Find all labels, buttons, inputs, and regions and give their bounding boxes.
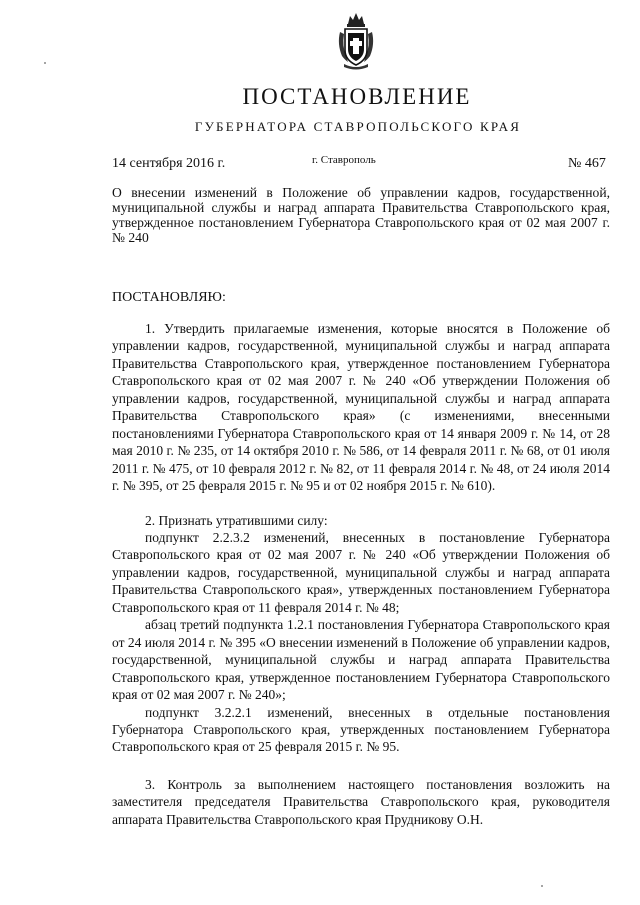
coat-of-arms-icon: [336, 10, 376, 72]
issuer-subtitle: ГУБЕРНАТОРА СТАВРОПОЛЬСКОГО КРАЯ: [194, 119, 522, 134]
document-date: 14 сентября 2016 г.: [112, 156, 226, 171]
paragraph-2-item-1: подпункт 2.2.3.2 изменений, внесенных в постановление Губернатора Ставропольского края от 02 мая 2007 г. № 240 «Об утверждении Положения об управлении кадров, государственной, муниципальной службы и наград аппарата Правительства Ставропольского края», утвержденных постановлением Губернатора Ставропольского края от 11 февраля 2014 г. № 48;: [112, 529, 610, 615]
document-subject: О внесении изменений в Положение об управлении кадров, государственной, муниципальной службы и наград аппарата Правительства Ставропольского края, утвержденное постановлением Губернатора Ставропольского края от 02 мая 2007 г. № 240: [112, 185, 610, 245]
paragraph-2-item-2: абзац третий подпункта 1.2.1 постановления Губернатора Ставропольского края от 24 июля 2014 г. № 395 «О внесении изменений в Положение об управлении кадров, государственной, муниципальной службы и наград аппарата Правительства Ставропольского края, утвержденное постановлением Губернатора Ставропольского края от 02 мая 2007 г. № 240»;: [112, 617, 610, 703]
scan-speck: [541, 885, 543, 887]
paragraph-2-item-3: подпункт 3.2.2.1 изменений, внесенных в отдельные постановления Губернатора Ставропольского края, утвержденных постановлением Губернатора Ставропольского края от 25 февраля 2015 г. № 95.: [112, 704, 610, 755]
resolve-heading: ПОСТАНОВЛЯЮ:: [112, 290, 226, 305]
paragraph-3: 3. Контроль за выполнением настоящего постановления возложить на заместителя председателя Правительства Ставропольского края, руководителя аппарата Правительства Ставропольского края Прудникову О.Н.: [112, 776, 610, 827]
paragraph-1: 1. Утвердить прилагаемые изменения, которые вносятся в Положение об управлении кадров, государственной, муниципальной службы и наград аппарата Правительства Ставропольского края, утвержденное постановлением Губернатора Ставропольского края от 02 мая 2007 г. № 240 «Об утверждении Положения об управлении кадров, государственной, муниципальной службы и наград аппарата Правительства Ставропольского края» (с изменениями, внесенными постановлениями Губернатора Ставропольского края от 14 января 2009 г. № 14, от 28 мая 2010 г. № 235, от 14 октября 2010 г. № 586, от 14 февраля 2011 г. № 68, от 01 июля 2011 г. № 475, от 10 февраля 2012 г. № 82, от 11 февраля 2014 г. № 48, от 24 июля 2014 г. № 395, от 25 февраля 2015 г. № 95 и от 02 ноября 2015 г. № 610).: [112, 321, 610, 494]
document-title: ПОСТАНОВЛЕНИЕ: [242, 84, 472, 109]
document-number: № 467: [568, 156, 606, 171]
paragraph-2: 2. Признать утратившими силу:: [145, 512, 328, 528]
document-city: г. Ставрополь: [312, 154, 376, 166]
document-body: [112, 320, 610, 828]
scan-speck: [44, 62, 46, 64]
